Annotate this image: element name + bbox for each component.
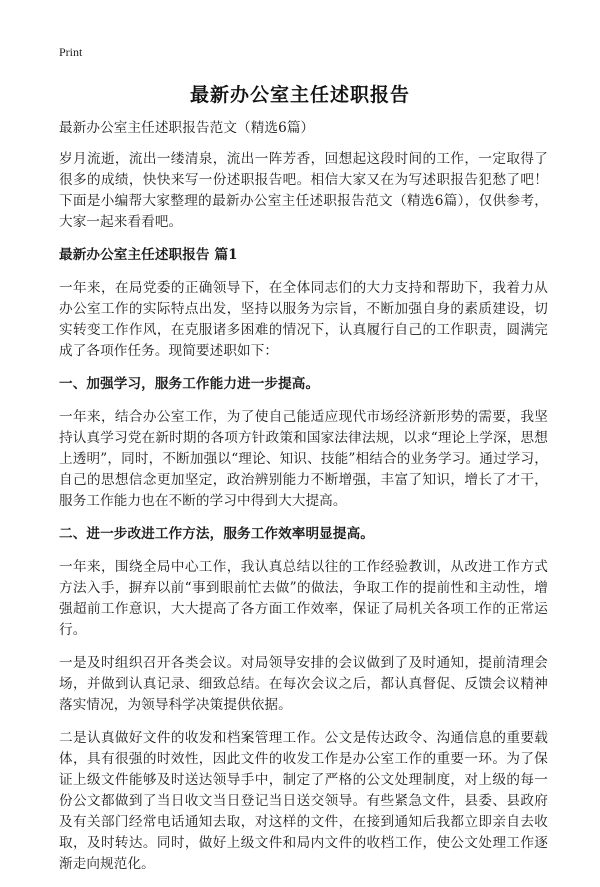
print-link[interactable]: Print [59, 45, 83, 59]
section-2-paragraph: 一年来，围绕全局中心工作，我认真总结以往的工作经验教训，从改进工作方式方法入手，摒弃以前“事到眼前忙去做”的做法，争取工作的提前性和主动性，增强超前工作意识，大大提高了各方面工作效率，保证了局机关各项工作的正常运行。 [59, 559, 548, 638]
section-1-heading: 一、加强学习，服务工作能力进一步提高。 [59, 376, 320, 392]
page-title: 最新办公室主任述职报告 [189, 84, 410, 106]
document-body [59, 118, 548, 887]
section-1-paragraph: 一年来，结合办公室工作，为了使自己能适应现代市场经济新形势的需要，我坚持认真学习党在新时期的各项方针政策和国家法律法规，以求“理论上学深，思想上透明”，同时，不断加强以“理论、知识、技能”相结合的业务学习。通过学习，自己的思想信念更加坚定，政治辨别能力不断增强，丰富了知识，增长了才干，服务工作能力也在不断的学习中得到大大提高。 [59, 409, 548, 509]
article-heading: 最新办公室主任述职报告 篇1 [59, 247, 238, 263]
document-subtitle: 最新办公室主任述职报告范文（精选6篇） [59, 120, 315, 136]
intro-paragraph: 岁月流逝，流出一缕清泉，流出一阵芳香，回想起这段时间的工作，一定取得了很多的成绩，快快来写一份述职报告吧。相信大家又在为写述职报告犯愁了吧！下面是小编帮大家整理的最新办公室主任述职报告范文（精选6篇），仅供参考，大家一起来看看吧。 [59, 151, 548, 230]
item-1-paragraph: 一是及时组织召开各类会议。对局领导安排的会议做到了及时通知，提前清理会场，并做到认真记录、细致总结。在每次会议之后，都认真督促、反馈会议精神落实情况，为领导科学决策提供依据。 [59, 655, 548, 713]
item-2-paragraph: 二是认真做好文件的收发和档案管理工作。公文是传达政令、沟通信息的重要载体，具有很强的时效性，因此文件的收发工作是办公室工作的重要一环。为了保证上级文件能够及时送达领导手中，制定了严格的公文处理制度，对上级的每一份公文都做到了当日收文当日登记当日送交领导。有些紧急文件，县委、县政府及有关部门经常电话通知去取，对这样的文件，在接到通知后我都立即亲自去收取，及时转达。同时，做好上级文件和局内文件的收档工作，使公文处理工作逐渐走向规范化。 [59, 730, 548, 872]
article-intro-paragraph: 一年来，在局党委的正确领导下，在全体同志们的大力支持和帮助下，我着力从办公室工作的实际特点出发，坚持以服务为宗旨，不断加强自身的素质建设，切实转变工作作风，在克服诸多困难的情况下，认真履行自己的工作职责，圆满完成了各项作任务。现简要述职如下： [59, 280, 548, 359]
section-2-heading: 二、进一步改进工作方法，服务工作效率明显提高。 [59, 526, 374, 542]
